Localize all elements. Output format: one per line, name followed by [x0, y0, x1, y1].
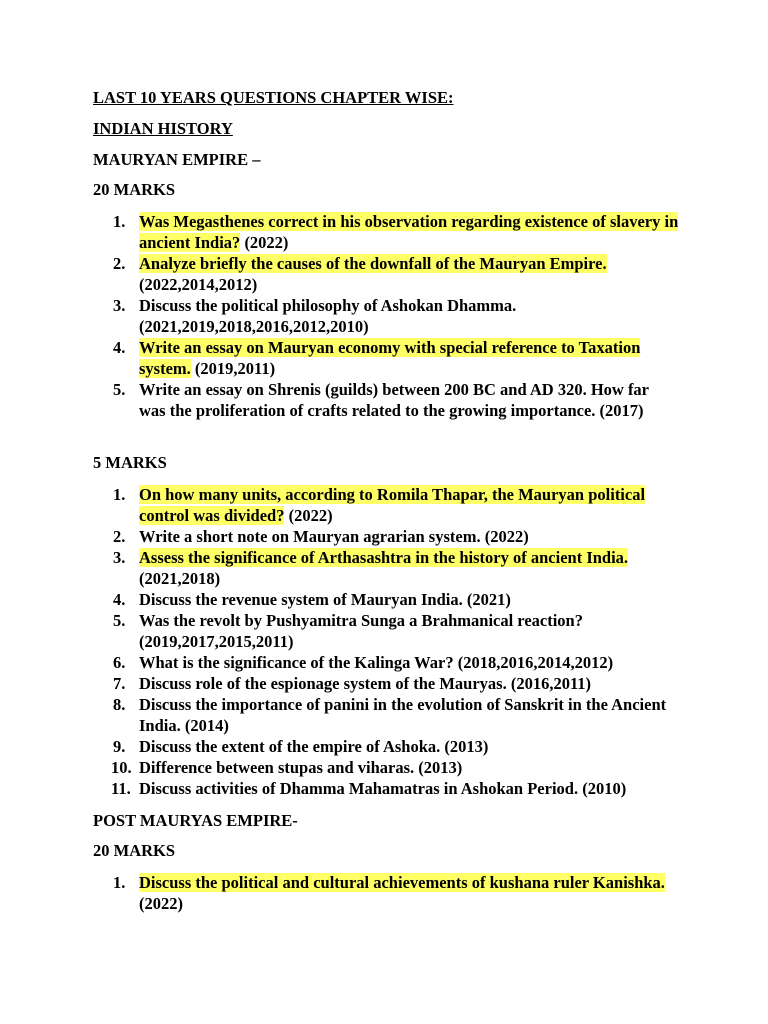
question-years: Discuss the revenue system of Mauryan India. (2021) — [139, 590, 511, 609]
question-text — [139, 253, 679, 295]
marks-heading-20-post-mauryas: 20 MARKS — [93, 841, 176, 860]
highlighted-question-text: Was Megasthenes correct in his observation regarding existence of slavery in ancient India? — [139, 212, 679, 252]
question-years: Write an essay on Shrenis (guilds) between 200 BC and AD 320. How far was the proliferation of crafts related to the growing importance. (2017) — [139, 380, 649, 420]
question-list-mauryan-20 — [0, 211, 768, 421]
question-text — [139, 872, 679, 914]
marks-heading-20-mauryan: 20 MARKS — [93, 180, 176, 199]
question-text — [139, 337, 679, 379]
highlighted-question-text: Write an essay on Mauryan economy with special reference to Taxation system. — [139, 338, 641, 378]
question-item — [0, 547, 768, 589]
question-years: (2022) — [139, 894, 183, 913]
question-item — [0, 379, 768, 421]
question-number: 4. — [113, 338, 126, 357]
question-item — [0, 337, 768, 379]
question-years: Discuss the political philosophy of Ashokan Dhamma. (2021,2019,2018,2016,2012,2010) — [139, 296, 517, 336]
question-item — [0, 211, 768, 253]
question-number: 1. — [113, 212, 126, 231]
question-years: What is the significance of the Kalinga War? (2018,2016,2014,2012) — [139, 653, 614, 672]
question-number: 4. — [113, 590, 126, 609]
question-number: 11. — [111, 779, 131, 798]
question-number: 3. — [113, 296, 126, 315]
question-text — [139, 211, 679, 253]
question-list-post-mauryas-20 — [0, 872, 768, 914]
document-title: LAST 10 YEARS QUESTIONS CHAPTER WISE: — [93, 88, 454, 107]
question-number: 10. — [111, 758, 132, 777]
question-years: Discuss activities of Dhamma Mahamatras in Ashokan Period. (2010) — [139, 779, 627, 798]
question-number: 2. — [113, 527, 126, 546]
highlighted-question-text: Discuss the political and cultural achievements of kushana ruler Kanishka. — [139, 873, 665, 892]
question-item — [0, 610, 768, 652]
question-text — [139, 736, 679, 757]
question-number: 3. — [113, 548, 126, 567]
question-number: 1. — [113, 485, 126, 504]
highlighted-question-text: Analyze briefly the causes of the downfall of the Mauryan Empire. — [139, 254, 607, 273]
question-years: Difference between stupas and viharas. (2013) — [139, 758, 463, 777]
question-years: (2019,2011) — [190, 359, 276, 378]
question-number: 1. — [113, 873, 126, 892]
question-text — [139, 778, 679, 799]
question-years: Discuss the importance of panini in the evolution of Sanskrit in the Ancient India. (2014) — [139, 695, 667, 735]
question-years: Write a short note on Mauryan agrarian system. (2022) — [139, 527, 529, 546]
question-item — [0, 694, 768, 736]
section-heading-mauryan: MAURYAN EMPIRE – — [93, 150, 261, 169]
marks-heading-5-mauryan: 5 MARKS — [93, 453, 167, 472]
question-years: (2022) — [240, 233, 289, 252]
question-list-mauryan-5 — [0, 484, 768, 799]
question-item — [0, 872, 768, 914]
question-years: Discuss role of the espionage system of the Mauryas. (2016,2011) — [139, 674, 592, 693]
question-text — [139, 652, 679, 673]
subject-heading: INDIAN HISTORY — [93, 119, 233, 138]
question-text — [139, 547, 679, 589]
question-item — [0, 526, 768, 547]
question-number: 5. — [113, 380, 126, 399]
section-heading-post-mauryas: POST MAURYAS EMPIRE- — [93, 811, 298, 830]
question-years: Discuss the extent of the empire of Ashoka. (2013) — [139, 737, 489, 756]
question-text — [139, 757, 679, 778]
question-item — [0, 757, 768, 778]
question-number: 2. — [113, 254, 126, 273]
question-item — [0, 253, 768, 295]
question-years: (2021,2018) — [139, 569, 221, 588]
question-item — [0, 295, 768, 337]
question-text — [139, 526, 679, 547]
question-item — [0, 652, 768, 673]
question-text — [139, 484, 679, 526]
highlighted-question-text: Assess the significance of Arthasashtra in the history of ancient India. — [139, 548, 629, 567]
question-item — [0, 484, 768, 526]
question-item — [0, 589, 768, 610]
question-text — [139, 379, 679, 421]
question-text — [139, 295, 679, 337]
question-years: Was the revolt by Pushyamitra Sunga a Brahmanical reaction? (2019,2017,2015,2011) — [139, 611, 583, 651]
question-number: 8. — [113, 695, 126, 714]
question-item — [0, 736, 768, 757]
question-number: 9. — [113, 737, 126, 756]
question-text — [139, 589, 679, 610]
question-number: 7. — [113, 674, 126, 693]
question-item — [0, 778, 768, 799]
question-text — [139, 673, 679, 694]
question-number: 5. — [113, 611, 126, 630]
question-text — [139, 694, 679, 736]
question-text — [139, 610, 679, 652]
highlighted-question-text: On how many units, according to Romila Thapar, the Mauryan political control was divided? — [139, 485, 646, 525]
question-years: (2022,2014,2012) — [139, 275, 258, 294]
question-years: (2022) — [284, 506, 333, 525]
question-number: 6. — [113, 653, 126, 672]
question-item — [0, 673, 768, 694]
